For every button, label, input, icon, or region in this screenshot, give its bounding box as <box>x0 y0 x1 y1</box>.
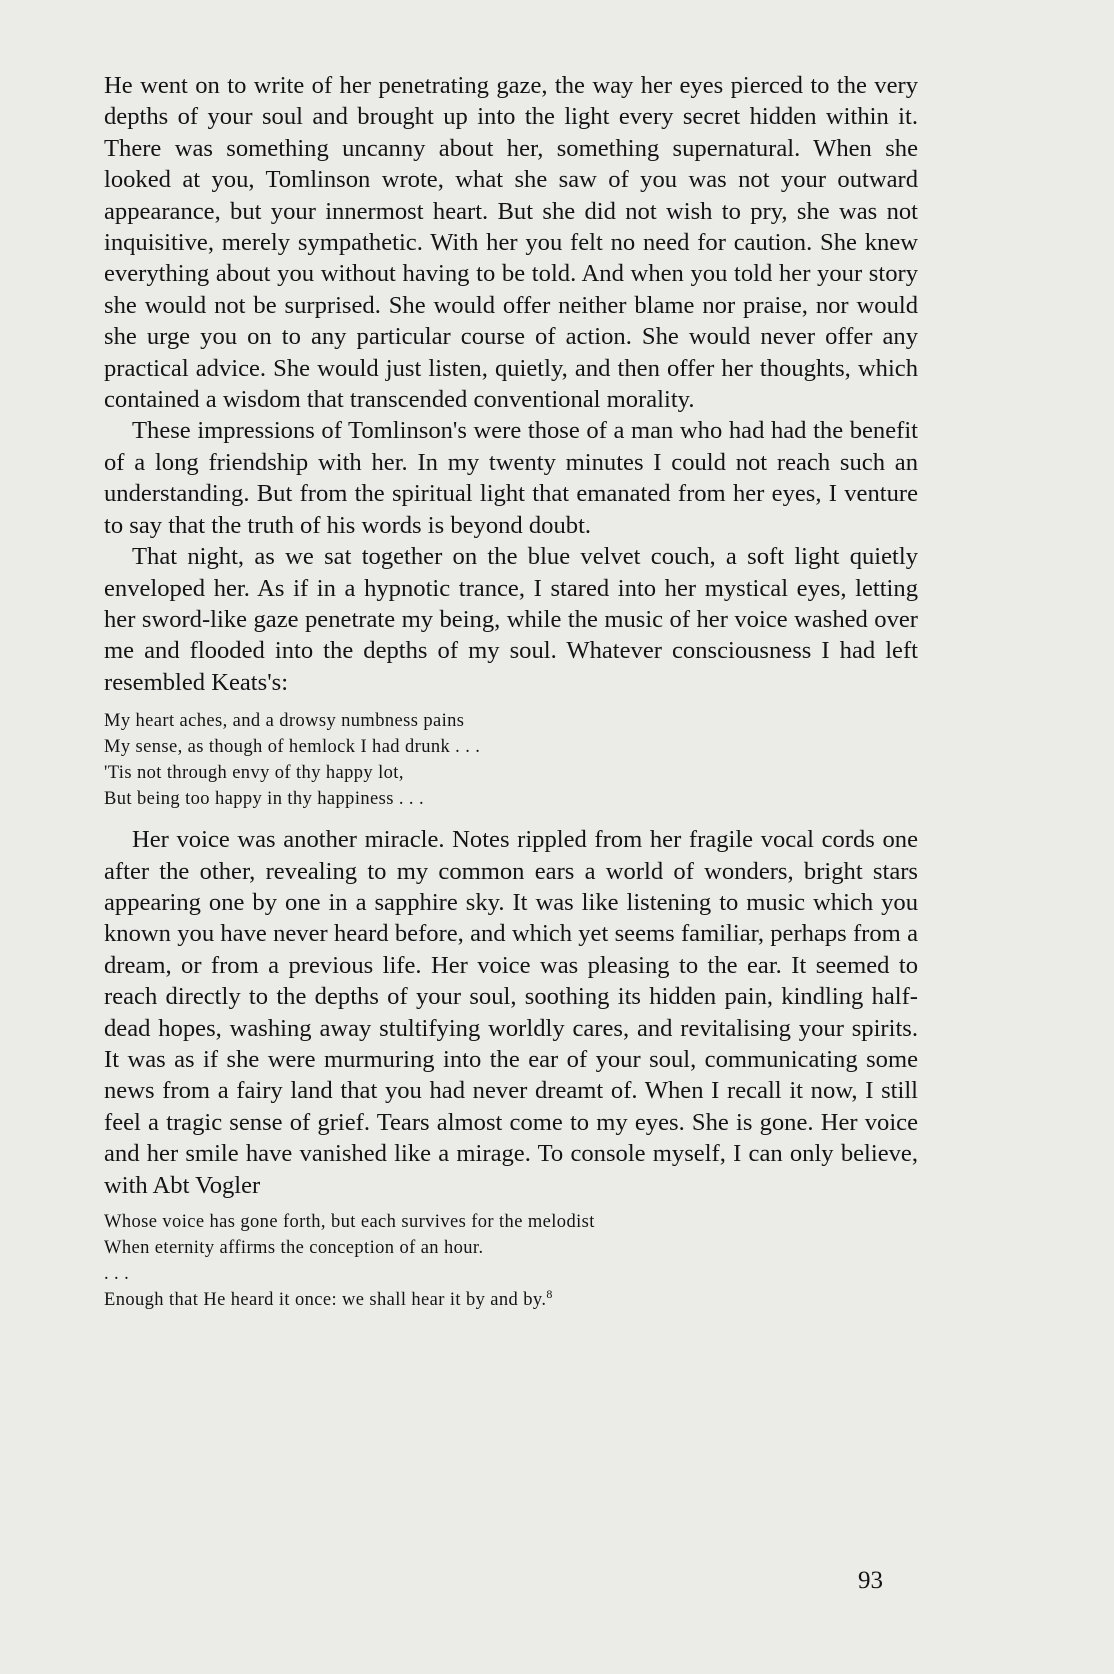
paragraph-4: Her voice was another miracle. Notes rippled from her fragile vocal cords one after the other, revealing to my common ears a world of wonders, bright stars appearing one by one in a sapphire sky. It was like listening to music which you known you have never heard before, and which yet seems familiar, perhaps from a dream, or from a previous life. Her voice was pleasing to the ear. It seemed to reach directly to the depths of your soul, soothing its hidden pain, kindling half-dead hopes, washing away stultifying worldly cares, and revitalising your spirits. It was as if she were murmuring into the ear of your soul, communicating some news from a fairy land that you had never dreamt of. When I recall it now, I still feel a tragic sense of grief. Tears almost come to my eyes. She is gone. Her voice and her smile have vanished like a mirage. To console myself, I can only believe, with Abt Vogler <box>104 826 918 1199</box>
page-number: 93 <box>858 1567 883 1594</box>
verse-line: Whose voice has gone forth, but each survives for the melodist <box>104 1212 595 1232</box>
keats-verse-quote <box>104 708 918 812</box>
paragraph-2: These impressions of Tomlinson's were those of a man who had had the benefit of a long friendship with her. In my twenty minutes I could not reach such an understanding. But from the spiritual light that emanated from her eyes, I venture to say that the truth of his words is beyond doubt. <box>104 417 918 539</box>
browning-verse-quote <box>104 1209 918 1313</box>
verse-line: My sense, as though of hemlock I had drunk . . . <box>104 737 481 758</box>
paragraph-3: That night, as we sat together on the blue velvet couch, a soft light quietly enveloped her. As if in a hypnotic trance, I stared into her mystical eyes, letting her sword-like gaze penetrate my being, while the music of her voice washed over me and flooded into the depths of my soul. Whatever consciousness I had left resembled Keats's: <box>104 543 918 696</box>
verse-line: My heart aches, and a drowsy numbness pains <box>104 711 465 732</box>
verse-line-text: Enough that He heard it once: we shall hear it by and by. <box>104 1290 547 1310</box>
verse-line-with-footnote <box>104 1287 918 1313</box>
verse-line: When eternity affirms the conception of an hour. <box>104 1238 484 1258</box>
paragraph-1: He went on to write of her penetrating gaze, the way her eyes pierced to the very depths of your soul and brought up into the light every secret hidden within it. There was something uncanny about her, something supernatural. When she looked at you, Tomlinson wrote, what she saw of you was not your outward appearance, but your innermost heart. But she did not wish to pry, she was not inquisitive, merely sympathetic. With her you felt no need for caution. She knew everything about you without having to be told. And when you told her your story she would not be surprised. She would offer neither blame nor praise, nor would she urge you on to any particular course of action. She would never offer any practical advice. She would just listen, quietly, and then offer her thoughts, which contained a wisdom that transcended conventional morality. <box>104 72 918 414</box>
footnote-marker: 8 <box>546 1286 553 1301</box>
verse-line: . . . <box>104 1264 130 1284</box>
body-text <box>104 70 918 1325</box>
verse-line: 'Tis not through envy of thy happy lot, <box>104 763 404 784</box>
verse-line: But being too happy in thy happiness . . . <box>104 789 424 810</box>
